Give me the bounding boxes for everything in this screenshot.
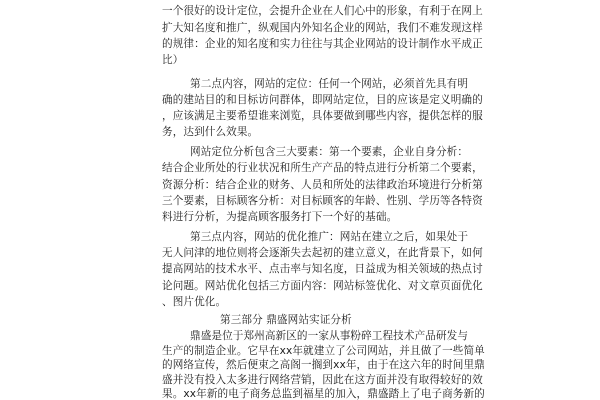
text-line: 第三点内容，网站的优化推广：网站在建立之后，如果处于 <box>190 231 469 243</box>
text-line: 结合企业所处的行业状况和所生产产品的特点进行分析第二个要素， <box>162 162 483 174</box>
text-line: ，应该满足主要希望谁来浏览，具体要做到哪些内容，提供怎样的服 <box>162 110 483 122</box>
text-line: 扩大知名度和推广，纵观国内外知名企业的网站，我们不难发现这样 <box>162 22 483 34</box>
text-line: 料进行分析，为提高顾客服务打下一个好的基础。 <box>162 211 398 223</box>
text-line: 务，达到什么效果。 <box>162 126 259 138</box>
text-line: 三个要素，目标顾客分析：对目标顾客的年龄、性别、学历等各特资 <box>162 195 483 207</box>
text-line: 比） <box>162 54 184 66</box>
text-line: 盛并没有投入太多进行网络营销，因此在这方面并没有取得较好的效 <box>162 374 483 386</box>
text-line: 的规律：企业的知名度和实力往往与其企业网站的设计制作水平成正 <box>162 38 483 50</box>
text-line: 资源分析：结合企业的财务、人员和所处的法律政治环境进行分析第 <box>162 179 483 191</box>
text-line: 果。xx年新的电子商务总监到福星的加入，鼎盛踏上了电子商务新的 <box>162 388 485 400</box>
text-line: 提高网站的技术水平、点击率与知名度，日益成为相关领域的热点讨 <box>162 263 483 275</box>
text-line: 的网络宣传，然后便束之高阁一搁到xx年，由于在这六年的时间里鼎 <box>162 359 485 371</box>
text-line: 论问题。网站优化包括三方面内容：网站标签优化、对文章页面优化 <box>162 280 483 292</box>
text-line: 鼎盛是位于郑州高新区的一家从事粉碎工程技术产品研发与 <box>190 330 469 342</box>
section-title: 第三部分 鼎盛网站实证分析 <box>220 314 352 326</box>
text-line: 、图片优化。 <box>162 296 227 308</box>
text-line: 确的建站目的和目标访问群体，即网站定位，目的应该是定义明确的 <box>162 94 483 106</box>
text-line: 第二点内容，网站的定位：任何一个网站，必须首先具有明 <box>190 78 469 90</box>
text-line: 无人问津的地位则将会逐渐失去起初的建立意义，在此背景下，如何 <box>162 247 483 259</box>
text-line: 网站定位分析包含三大要素：第一个要素，企业自身分析： <box>190 146 469 158</box>
text-line: 生产的制造企业。它早在xx年就建立了公司网站，并且做了一些简单 <box>162 345 485 357</box>
text-line: 一个很好的设计定位，会提升企业在人们心中的形象，有利于在网上 <box>162 5 483 17</box>
